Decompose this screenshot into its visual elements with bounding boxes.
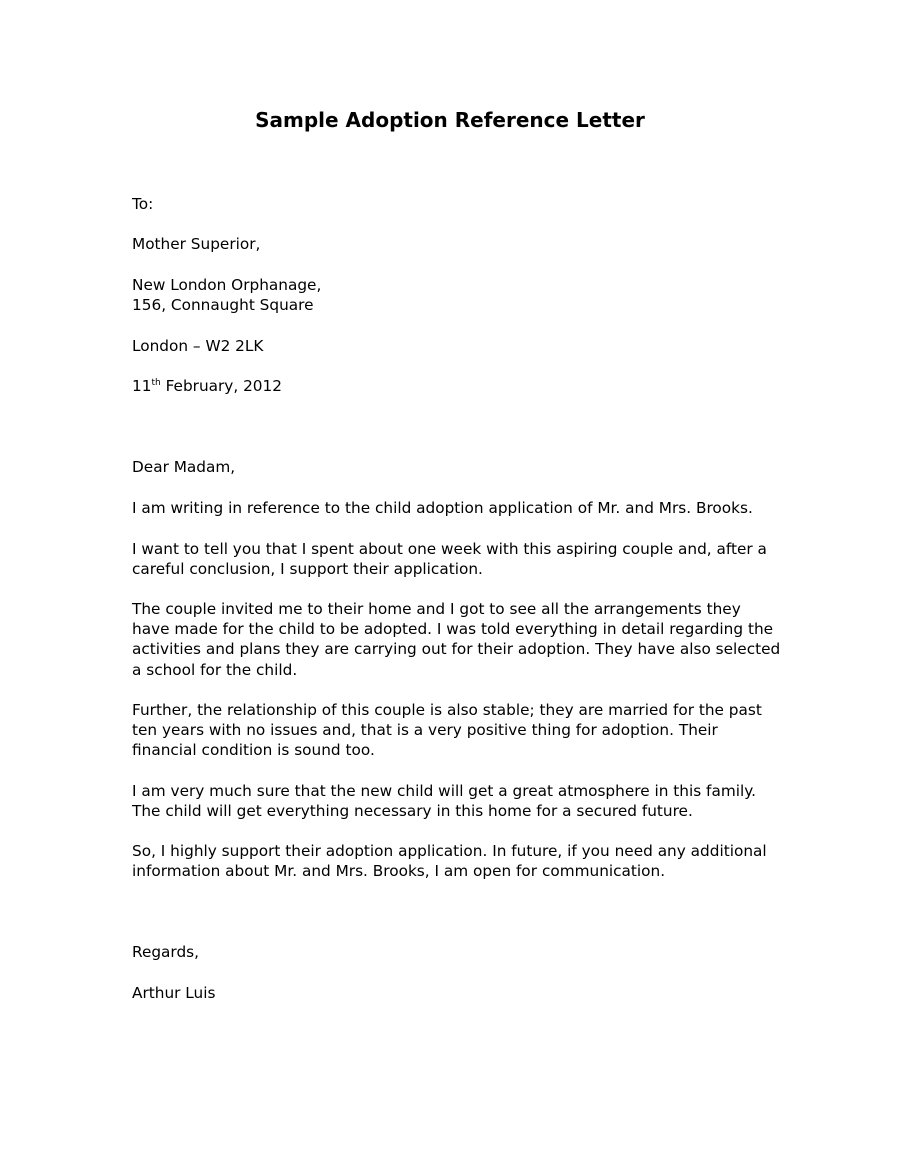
closing: Regards, [132, 943, 199, 961]
paragraph-line: have made for the child to be adopted. I was told everything in detail regarding the [132, 620, 774, 639]
paragraph-3 [132, 599, 782, 680]
paragraph-4 [132, 700, 782, 761]
date-rest: February, 2012 [160, 377, 283, 395]
paragraph-2 [132, 539, 782, 579]
paragraph-1 [132, 498, 782, 518]
letter-date [132, 376, 782, 396]
paragraph-line: information about Mr. and Mrs. Brooks, I am open for communication. [132, 862, 666, 881]
recipient-address [132, 275, 782, 315]
paragraph-line: Further, the relationship of this couple is also stable; they are married for the past [132, 701, 762, 719]
paragraph-line: careful conclusion, I support their application. [132, 560, 483, 579]
recipient-org: New London Orphanage, [132, 276, 322, 294]
signature-name: Arthur Luis [132, 984, 216, 1002]
paragraph-line: I want to tell you that I spent about one week with this aspiring couple and, after a [132, 540, 767, 558]
paragraph-line: The child will get everything necessary in this home for a secured future. [132, 802, 693, 821]
paragraph-line: The couple invited me to their home and I got to see all the arrangements they [132, 600, 741, 618]
paragraph-line: I am writing in reference to the child adoption application of Mr. and Mrs. Brooks. [132, 499, 753, 517]
recipient-city: London – W2 2LK [132, 337, 264, 355]
date-suffix: th [151, 378, 161, 388]
paragraph-line: financial condition is sound too. [132, 741, 375, 760]
paragraph-line: a school for the child. [132, 660, 298, 679]
date-day: 11 [132, 377, 152, 395]
recipient-street: 156, Connaught Square [132, 296, 314, 315]
recipient-to: To: [132, 195, 154, 213]
paragraph-6 [132, 841, 782, 881]
paragraph-5 [132, 781, 782, 821]
paragraph-line: activities and plans they are carrying out for their adoption. They have also selected [132, 640, 781, 659]
salutation: Dear Madam, [132, 458, 236, 476]
recipient-name: Mother Superior, [132, 235, 261, 253]
paragraph-line: So, I highly support their adoption application. In future, if you need any additional [132, 842, 767, 860]
paragraph-line: ten years with no issues and, that is a very positive thing for adoption. Their [132, 721, 718, 740]
paragraph-line: I am very much sure that the new child will get a great atmosphere in this family. [132, 782, 756, 800]
page-title: Sample Adoption Reference Letter [255, 108, 645, 132]
